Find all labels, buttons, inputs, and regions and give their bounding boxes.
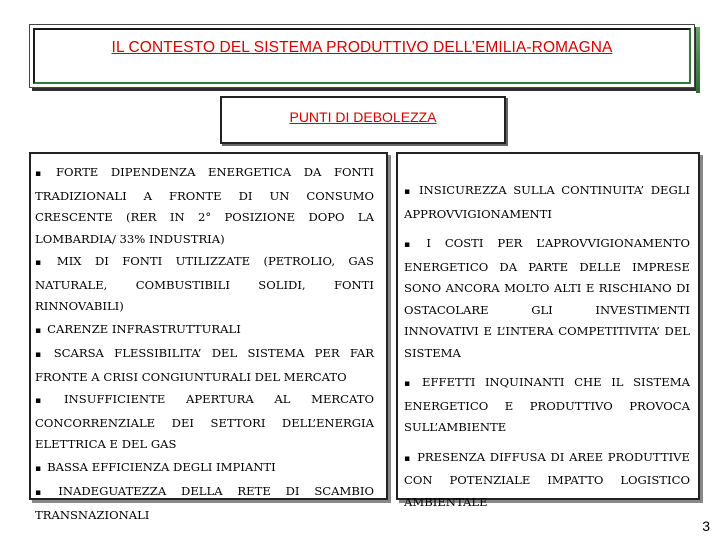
left-column-box [29, 152, 388, 522]
list-item [404, 180, 690, 225]
list-item [35, 319, 374, 343]
bullet-icon: ▪ [35, 350, 48, 360]
bullet-icon: ▪ [404, 379, 417, 389]
list-item-text: INADEGUATEZZA DELLA RETE DI SCAMBIO TRANSNAZIONALI [35, 484, 374, 522]
bullet-icon: ▪ [35, 488, 53, 498]
section-heading: PUNTI DI DEBOLEZZA [289, 109, 437, 125]
list-item [35, 162, 374, 250]
list-item [35, 481, 374, 526]
bullet-icon: ▪ [404, 453, 412, 464]
bullet-icon: ▪ [404, 187, 414, 197]
slide-title: IL CONTESTO DEL SISTEMA PRODUTTIVO DELL’EMILIA-ROMAGNA [111, 39, 613, 56]
list-item-text: MIX DI FONTI UTILIZZATE (PETROLIO, GAS NATURALE, COMBUSTIBILI SOLIDI, FONTI RINNOVABILI) [35, 254, 374, 313]
list-item [35, 251, 374, 318]
list-item-text: BASSA EFFICIENZA DEGLI IMPIANTI [47, 459, 276, 474]
list-item [35, 457, 374, 481]
list-item-text: PRESENZA DIFFUSA DI AREE PRODUTTIVE CON POTENZIALE IMPATTO LOGISTICO AMBIENTALE [404, 449, 690, 509]
bullet-icon: ▪ [35, 463, 42, 474]
list-item [35, 343, 374, 388]
right-column-box [396, 152, 700, 509]
page-number: 3 [702, 518, 710, 534]
right-list [404, 180, 690, 521]
list-item-text: INSUFFICIENTE APERTURA AL MERCATO CONCORRENZIALE DEI SETTORI DELL’ENERGIA ELETTRICA E DEL GAS [35, 392, 374, 451]
bullet-icon: ▪ [35, 258, 51, 268]
list-item-text: FORTE DIPENDENZA ENERGETICA DA FONTI TRADIZIONALI A FRONTE DI UN CONSUMO CRESCENTE (RER IN 2° POSIZIONE DOPO LA LOMBARDIA/ 33% INDUSTRIA) [35, 165, 374, 246]
list-item-text: EFFETTI INQUINANTI CHE IL SISTEMA ENERGETICO E PRODUTTIVO PROVOCA SULL’AMBIENTE [404, 375, 690, 434]
list-item-text: SCARSA FLESSIBILITA’ DEL SISTEMA PER FAR FRONTE A CRISI CONGIUNTURALI DEL MERCATO [35, 346, 374, 384]
bullet-icon: ▪ [35, 396, 59, 406]
subtitle-box [220, 96, 506, 144]
list-item [404, 447, 690, 514]
list-item-text: CARENZE INFRASTRUTTURALI [47, 321, 241, 336]
list-item [35, 389, 374, 456]
left-list [35, 162, 374, 527]
list-item [404, 372, 690, 439]
bullet-icon: ▪ [35, 325, 42, 336]
list-item-text: I COSTI PER L’APROVVIGIONAMENTO ENERGETICO DA PARTE DELLE IMPRESE SONO ANCORA MOLTO ALTI E RISCHIANO DI OSTACOLARE GLI INVESTIMENTI INNOVATIVI E L’INTERA COMPETITIVITA’ DEL SISTEMA [404, 236, 690, 360]
list-item-text: INSICUREZZA SULLA CONTINUITA’ DEGLI APPROVVIGIONAMENTI [404, 183, 690, 221]
title-box [29, 24, 695, 88]
bullet-icon: ▪ [404, 240, 421, 250]
list-item [404, 233, 690, 364]
bullet-icon: ▪ [35, 169, 50, 179]
